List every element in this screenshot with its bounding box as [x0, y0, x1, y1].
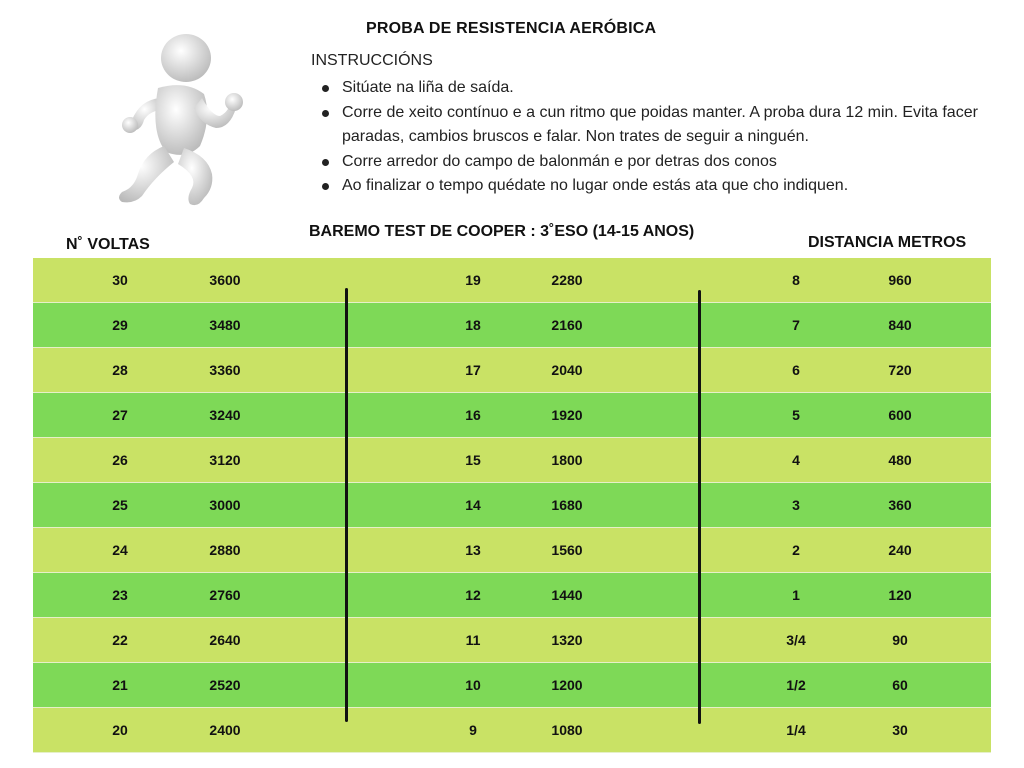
page-title: PROBA DE RESISTENCIA AERÓBICA — [366, 20, 657, 37]
table-row — [33, 708, 991, 753]
instruction-item: Corre de xeito contínuo e a cun ritmo que poidas manter. A proba dura 12 min. Evita facer paradas, cambios bruscos e falar. Non trates de seguir a ninguén. — [311, 101, 1011, 150]
meters-value: 3240 — [209, 407, 241, 423]
meters-value: 1920 — [551, 407, 583, 423]
table-row — [33, 438, 991, 483]
meters-value: 3120 — [209, 452, 241, 468]
laps-value: 29 — [112, 317, 128, 333]
laps-value: 3 — [792, 497, 800, 513]
laps-value: 12 — [465, 587, 481, 603]
meters-value: 720 — [888, 362, 912, 378]
laps-value: 26 — [112, 452, 128, 468]
meters-value: 1320 — [551, 632, 583, 648]
laps-value: 17 — [465, 362, 481, 378]
meters-value: 90 — [892, 632, 908, 648]
instruction-item: Ao finalizar o tempo quédate no lugar onde estás ata que cho indiquen. — [311, 174, 1011, 199]
distance-column-header: DISTANCIA METROS — [808, 234, 967, 251]
meters-value: 2520 — [209, 677, 241, 693]
laps-value: 11 — [465, 632, 481, 648]
table-row — [33, 303, 991, 348]
table-row — [33, 528, 991, 573]
instruction-item: Corre arredor do campo de balonmán e por detras dos conos — [311, 150, 1011, 175]
meters-value: 2280 — [551, 272, 583, 288]
meters-value: 60 — [892, 677, 908, 693]
laps-value: 13 — [465, 542, 481, 558]
laps-value: 3/4 — [786, 632, 806, 648]
meters-value: 1560 — [551, 542, 583, 558]
laps-value: 5 — [792, 407, 800, 423]
column-divider-right — [698, 290, 701, 724]
laps-value: 6 — [792, 362, 800, 378]
table-row — [33, 573, 991, 618]
meters-value: 840 — [888, 317, 912, 333]
laps-value: 16 — [465, 407, 481, 423]
laps-value: 20 — [112, 722, 128, 738]
meters-value: 360 — [888, 497, 912, 513]
meters-value: 2760 — [209, 587, 241, 603]
table-row — [33, 483, 991, 528]
meters-value: 1200 — [551, 677, 583, 693]
laps-value: 25 — [112, 497, 128, 513]
laps-value: 15 — [465, 452, 481, 468]
laps-value: 18 — [465, 317, 481, 333]
meters-value: 1440 — [551, 587, 583, 603]
table-row — [33, 393, 991, 438]
laps-value: 22 — [112, 632, 128, 648]
laps-value: 8 — [792, 272, 800, 288]
meters-value: 3000 — [209, 497, 241, 513]
meters-value: 480 — [888, 452, 912, 468]
table-row — [33, 348, 991, 393]
laps-value: 4 — [792, 452, 800, 468]
running-figure-image — [108, 28, 258, 210]
table-row — [33, 663, 991, 708]
laps-value: 2 — [792, 542, 800, 558]
cooper-table — [33, 258, 991, 753]
meters-value: 1080 — [551, 722, 583, 738]
laps-value: 1 — [792, 587, 800, 603]
meters-value: 3360 — [209, 362, 241, 378]
instructions-heading: INSTRUCCIÓNS — [311, 52, 433, 69]
meters-value: 2400 — [209, 722, 241, 738]
meters-value: 1800 — [551, 452, 583, 468]
laps-column-header: N˚ VOLTAS — [66, 236, 150, 253]
laps-value: 23 — [112, 587, 128, 603]
meters-value: 2160 — [551, 317, 583, 333]
meters-value: 2640 — [209, 632, 241, 648]
meters-value: 120 — [888, 587, 912, 603]
laps-value: 10 — [465, 677, 481, 693]
meters-value: 3480 — [209, 317, 241, 333]
column-divider-left — [345, 288, 348, 722]
laps-value: 30 — [112, 272, 128, 288]
instruction-item: Sitúate na liña de saída. — [311, 76, 1011, 101]
laps-value: 21 — [112, 677, 128, 693]
laps-value: 1/2 — [786, 677, 806, 693]
laps-value: 19 — [465, 272, 481, 288]
instructions-list — [311, 76, 1011, 199]
meters-value: 3600 — [209, 272, 241, 288]
meters-value: 2880 — [209, 542, 241, 558]
table-row — [33, 258, 991, 303]
laps-value: 7 — [792, 317, 800, 333]
meters-value: 1680 — [551, 497, 583, 513]
laps-value: 9 — [469, 722, 477, 738]
meters-value: 960 — [888, 272, 912, 288]
meters-value: 240 — [888, 542, 912, 558]
meters-value: 600 — [888, 407, 912, 423]
laps-value: 27 — [112, 407, 128, 423]
table-title: BAREMO TEST DE COOPER : 3˚ESO (14-15 ANOS) — [309, 223, 695, 240]
laps-value: 14 — [465, 497, 481, 513]
table-row — [33, 618, 991, 663]
laps-value: 1/4 — [786, 722, 806, 738]
meters-value: 2040 — [551, 362, 583, 378]
meters-value: 30 — [892, 722, 908, 738]
laps-value: 24 — [112, 542, 128, 558]
laps-value: 28 — [112, 362, 128, 378]
